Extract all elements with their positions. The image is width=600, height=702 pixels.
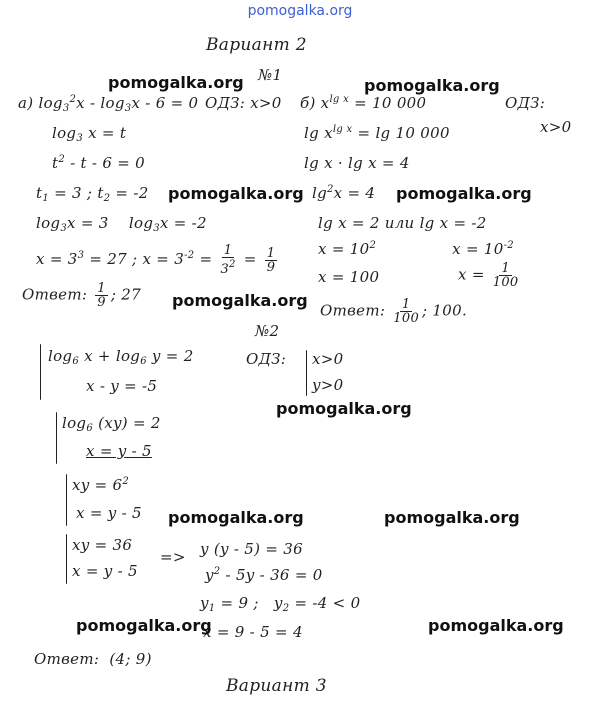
task1b-answer-tail: ; 100. xyxy=(422,301,468,320)
watermark: pomogalka.org xyxy=(168,508,304,527)
task2-answer-label: Ответ: xyxy=(34,650,100,668)
task1a-x: $x = 3^3 = 27$ ; $x = 3^{-2}$ = $\frac{1}{3^2}$ = $\frac{1}{9}$ xyxy=(36,243,276,277)
task2-r1: y (y - 5) = 36 xyxy=(200,540,303,558)
task1b-domain-value: x>0 xyxy=(540,118,572,136)
variant-next-title: Вариант 3 xyxy=(226,676,327,696)
task1a-label: a) xyxy=(18,94,34,112)
task1b-sq: $\lg^2x = 4$ xyxy=(312,184,376,202)
task2-answer-value: (4; 9) xyxy=(109,650,152,668)
watermark: pomogalka.org xyxy=(172,291,308,310)
task1a-back: $\log_3x = 3$ $\log_3x = -2$ xyxy=(36,214,207,234)
implies-arrow: => xyxy=(160,548,186,566)
task1a-equation: a) $\log_3^2x - \log_3x - 6 = 0$ xyxy=(18,94,199,114)
task2-domain-l1: x>0 xyxy=(312,350,344,368)
system-brace xyxy=(56,412,57,464)
task1a-answer-tail: ; 27 xyxy=(110,285,141,304)
watermark: pomogalka.org xyxy=(396,184,532,203)
task2-s2-l1: $\log_6 (xy) = 2$ xyxy=(62,414,161,434)
system-brace xyxy=(40,344,41,400)
task2-r3: $y_1 = 9$ ; $y_2 = -4 < 0$ xyxy=(200,594,361,614)
watermark: pomogalka.org xyxy=(384,508,520,527)
task1b-answer: Ответ: $\frac{1}{100}$ ; 100. xyxy=(320,297,468,326)
task2-s3-l2: x = y - 5 xyxy=(76,504,142,522)
variant-title: Вариант 2 xyxy=(206,35,307,55)
task1b-eq-right: = 10 000 xyxy=(354,94,427,112)
task2-sys-line2: x - y = -5 xyxy=(86,377,158,395)
watermark-top: pomogalka.org xyxy=(247,3,353,19)
task2-sys-line1: $\log_6 x + \log_6 y = 2$ xyxy=(48,347,194,367)
task1a-answer: Ответ: $\frac{1}{9}$ ; 27 xyxy=(22,281,141,310)
task1b-cases: lg x = 2 или lg x = -2 xyxy=(318,214,487,232)
task2-domain-l2: y>0 xyxy=(312,376,344,394)
watermark: pomogalka.org xyxy=(364,76,500,95)
task2-domain-label: ОДЗ: xyxy=(246,350,287,368)
task2-label: №2 xyxy=(255,322,280,340)
task1-label: №1 xyxy=(258,66,283,84)
task2-answer xyxy=(34,650,152,668)
watermark: pomogalka.org xyxy=(276,399,412,418)
task2-r2: $y^2 - 5y - 36 = 0$ xyxy=(205,566,323,584)
task2-r4: x = 9 - 5 = 4 xyxy=(203,623,303,641)
task1b-log: $\lg x^{lg x} = \lg 10$ 000 xyxy=(304,124,450,142)
task1b-domain-label: ОДЗ: xyxy=(505,94,546,112)
task1a-sub: $\log_3 x = t$ xyxy=(52,124,127,144)
task1a-roots: $t_1 = 3$ ; $t_2 = -2$ xyxy=(36,184,149,204)
task1b-equation: б) $x^{lg x} = 10$ 000 xyxy=(300,94,427,112)
task1a-quad: $t^2 - t - 6 = 0$ xyxy=(52,154,146,172)
watermark: pomogalka.org xyxy=(76,616,212,635)
task2-s4-l2: x = y - 5 xyxy=(72,562,138,580)
watermark: pomogalka.org xyxy=(428,616,564,635)
task1b-answer-label: Ответ: xyxy=(320,301,386,320)
task1b-prod: lg x · lg x = 4 xyxy=(304,154,410,172)
task1b-label: б) xyxy=(300,94,316,112)
task1a-answer-label: Ответ: xyxy=(22,285,88,304)
domain-brace xyxy=(306,350,307,396)
task2-s2-l2: x = y - 5 xyxy=(86,442,152,460)
task1b-x1: x = 100 xyxy=(318,268,380,286)
watermark: pomogalka.org xyxy=(108,73,244,92)
system-brace xyxy=(66,474,67,526)
watermark: pomogalka.org xyxy=(168,184,304,203)
task1b-x2: x = $\frac{1}{100}$ xyxy=(458,261,519,290)
system-brace xyxy=(66,534,67,584)
task2-s4-l1: xy = 36 xyxy=(72,536,133,554)
task1a-domain: ОДЗ: x>0 xyxy=(205,94,282,112)
task2-s3-l1: xy = $6^2$ xyxy=(72,476,130,494)
task1b-powers: $x = 10^2$ $x = 10^{-2}$ xyxy=(318,240,514,258)
